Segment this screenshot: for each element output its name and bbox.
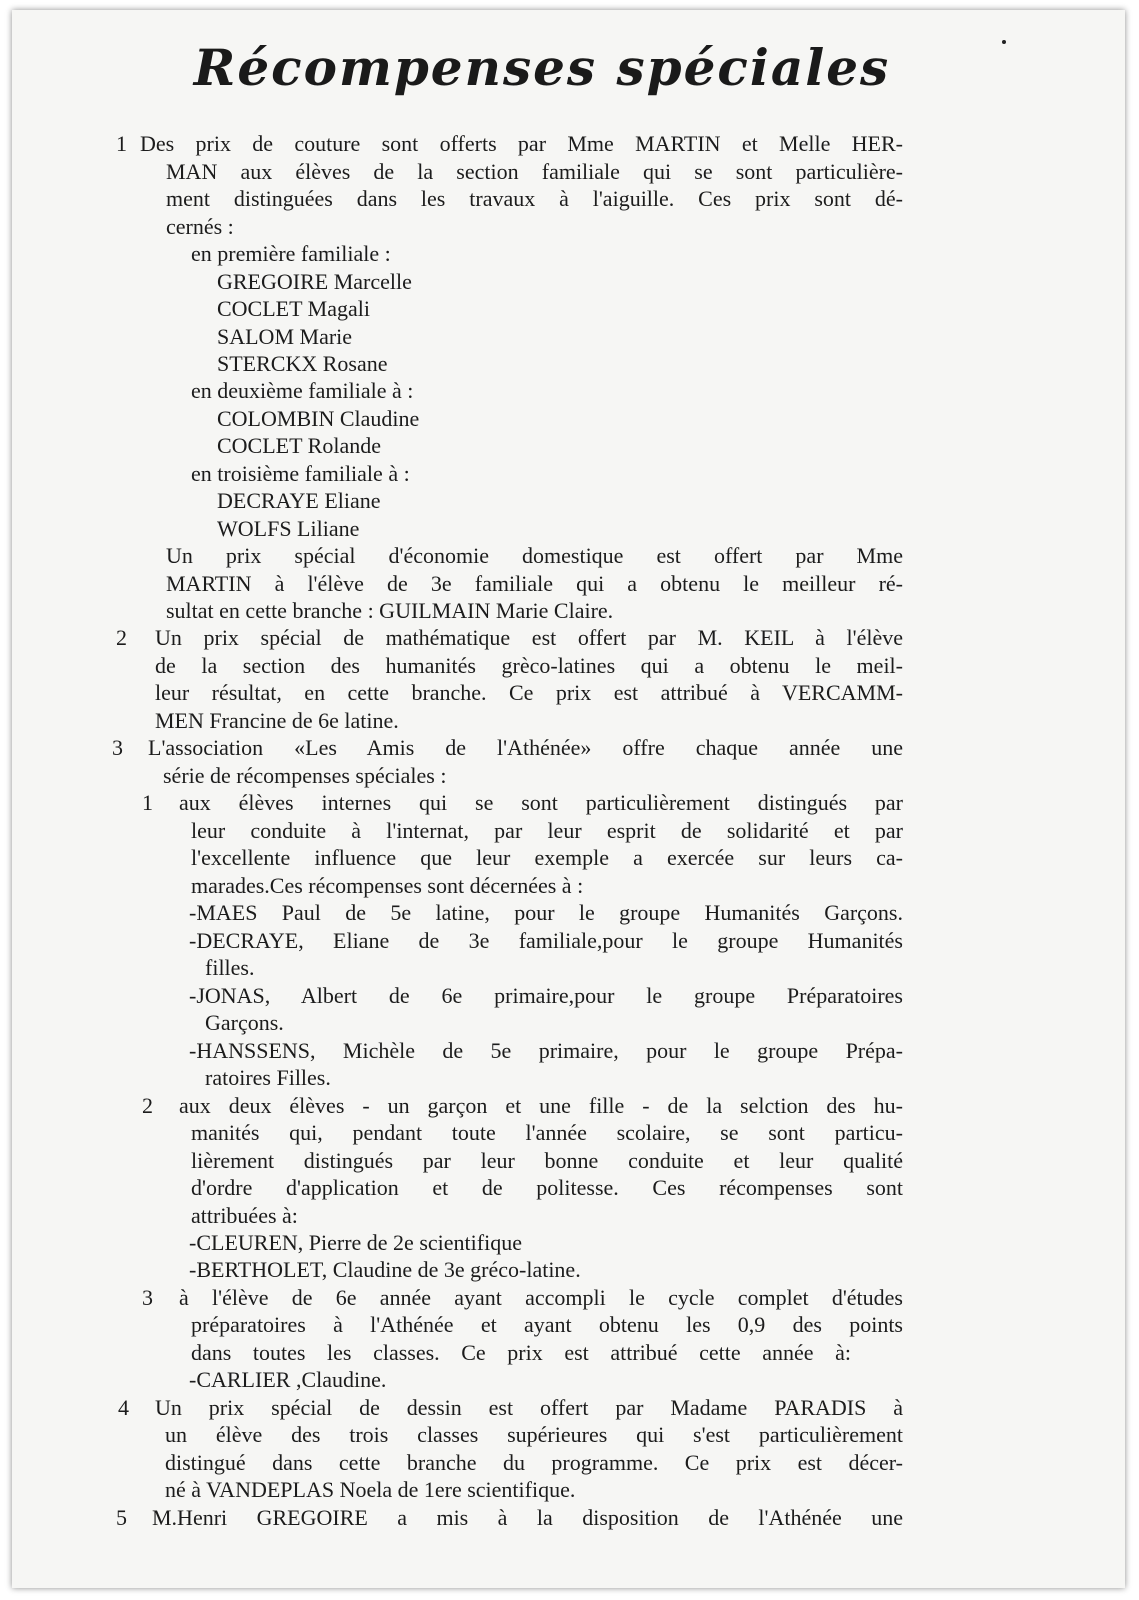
text-line: -HANSSENS, Michèle de 5e primaire, pour le groupe Prépa- bbox=[189, 1038, 903, 1063]
text-line: Un prix spécial de dessin est offert par Madame PARADIS à bbox=[155, 1395, 903, 1420]
text-line: l'excellente influence que leur exemple a exercée sur leurs ca- bbox=[191, 845, 903, 870]
text-line: préparatoires à l'Athénée et ayant obtenu les 0,9 des points bbox=[191, 1312, 903, 1337]
text-line: -JONAS, Albert de 6e primaire,pour le groupe Préparatoires bbox=[189, 983, 903, 1008]
student-name: GREGOIRE Marcelle bbox=[217, 269, 412, 294]
text-line: L'association «Les Amis de l'Athénée» offre chaque année une bbox=[148, 735, 903, 760]
text-line: aux deux élèves - un garçon et une fille - de la selction des hu- bbox=[179, 1093, 903, 1118]
text-line: MEN Francine de 6e latine. bbox=[155, 708, 399, 733]
text-line: ratoires Filles. bbox=[205, 1065, 331, 1090]
subsection-number-1: 1 bbox=[142, 790, 153, 815]
document-page bbox=[12, 10, 1125, 1588]
text-line: aux élèves internes qui se sont particulièrement distingués par bbox=[179, 790, 903, 815]
text-line: Un prix spécial d'économie domestique est offert par Mme bbox=[166, 543, 903, 568]
section-number-2: 2 bbox=[116, 625, 127, 650]
section-number-1: 1 bbox=[116, 131, 127, 156]
text-line: à l'élève de 6e année ayant accompli le cycle complet d'études bbox=[179, 1285, 903, 1310]
text-line: -CARLIER ,Claudine. bbox=[189, 1367, 387, 1392]
section-number-3: 3 bbox=[112, 735, 123, 760]
ink-speck bbox=[1002, 40, 1006, 44]
text-line: lièrement distingués par leur bonne conduite et leur qualité bbox=[191, 1148, 903, 1173]
student-name: STERCKX Rosane bbox=[217, 351, 388, 376]
text-line: -MAES Paul de 5e latine, pour le groupe Humanités Garçons. bbox=[189, 900, 903, 925]
section-number-4: 4 bbox=[118, 1395, 129, 1420]
text-line: cernés : bbox=[166, 214, 234, 239]
list-heading: en troisième familiale à : bbox=[191, 461, 410, 486]
section-number-5: 5 bbox=[116, 1505, 127, 1530]
subsection-number-2: 2 bbox=[142, 1093, 153, 1118]
student-name: COCLET Rolande bbox=[217, 433, 381, 458]
page-title: Récompenses spéciales bbox=[193, 38, 891, 97]
list-heading: en première familiale : bbox=[191, 241, 391, 266]
student-name: DECRAYE Eliane bbox=[217, 488, 381, 513]
list-heading: en deuxième familiale à : bbox=[191, 378, 414, 403]
text-line: MARTIN à l'élève de 3e familiale qui a obtenu le meilleur ré- bbox=[166, 571, 903, 596]
text-line: leur conduite à l'internat, par leur esprit de solidarité et par bbox=[191, 818, 903, 843]
text-line: Un prix spécial de mathématique est offert par M. KEIL à l'élève bbox=[155, 625, 903, 650]
text-line: sultat en cette branche : GUILMAIN Marie Claire. bbox=[166, 598, 614, 623]
text-line: leur résultat, en cette branche. Ce prix est attribué à VERCAMM- bbox=[155, 680, 903, 705]
student-name: WOLFS Liliane bbox=[217, 516, 360, 541]
text-line: -CLEUREN, Pierre de 2e scientifique bbox=[189, 1230, 522, 1255]
text-line: marades.Ces récompenses sont décernées à : bbox=[191, 873, 584, 898]
student-name: SALOM Marie bbox=[217, 324, 353, 349]
text-line: d'ordre d'application et de politesse. Ces récompenses sont bbox=[191, 1175, 903, 1200]
text-line: -DECRAYE, Eliane de 3e familiale,pour le groupe Humanités bbox=[189, 928, 903, 953]
text-line: Des prix de couture sont offerts par Mme MARTIN et Melle HER- bbox=[140, 131, 903, 156]
text-line: attribuées à: bbox=[191, 1203, 298, 1228]
text-line: un élève des trois classes supérieures qui s'est particulièrement bbox=[165, 1422, 903, 1447]
text-line: MAN aux élèves de la section familiale qui se sont particulière- bbox=[166, 159, 903, 184]
text-line: dans toutes les classes. Ce prix est attribué cette année à: bbox=[191, 1340, 851, 1365]
text-line: Garçons. bbox=[205, 1010, 284, 1035]
text-line: série de récompenses spéciales : bbox=[163, 763, 447, 788]
subsection-number-3: 3 bbox=[142, 1285, 153, 1310]
text-line: de la section des humanités grèco-latines qui a obtenu le meil- bbox=[155, 653, 903, 678]
text-line: filles. bbox=[205, 955, 255, 980]
text-line: manités qui, pendant toute l'année scolaire, se sont particu- bbox=[191, 1120, 903, 1145]
text-line: M.Henri GREGOIRE a mis à la disposition de l'Athénée une bbox=[152, 1505, 903, 1530]
student-name: COLOMBIN Claudine bbox=[217, 406, 420, 431]
text-line: ment distinguées dans les travaux à l'aiguille. Ces prix sont dé- bbox=[166, 186, 903, 211]
student-name: COCLET Magali bbox=[217, 296, 370, 321]
text-line: -BERTHOLET, Claudine de 3e gréco-latine. bbox=[189, 1257, 581, 1282]
text-line: distingué dans cette branche du programme. Ce prix est décer- bbox=[165, 1450, 903, 1475]
text-line: né à VANDEPLAS Noela de 1ere scientifique. bbox=[165, 1477, 576, 1502]
